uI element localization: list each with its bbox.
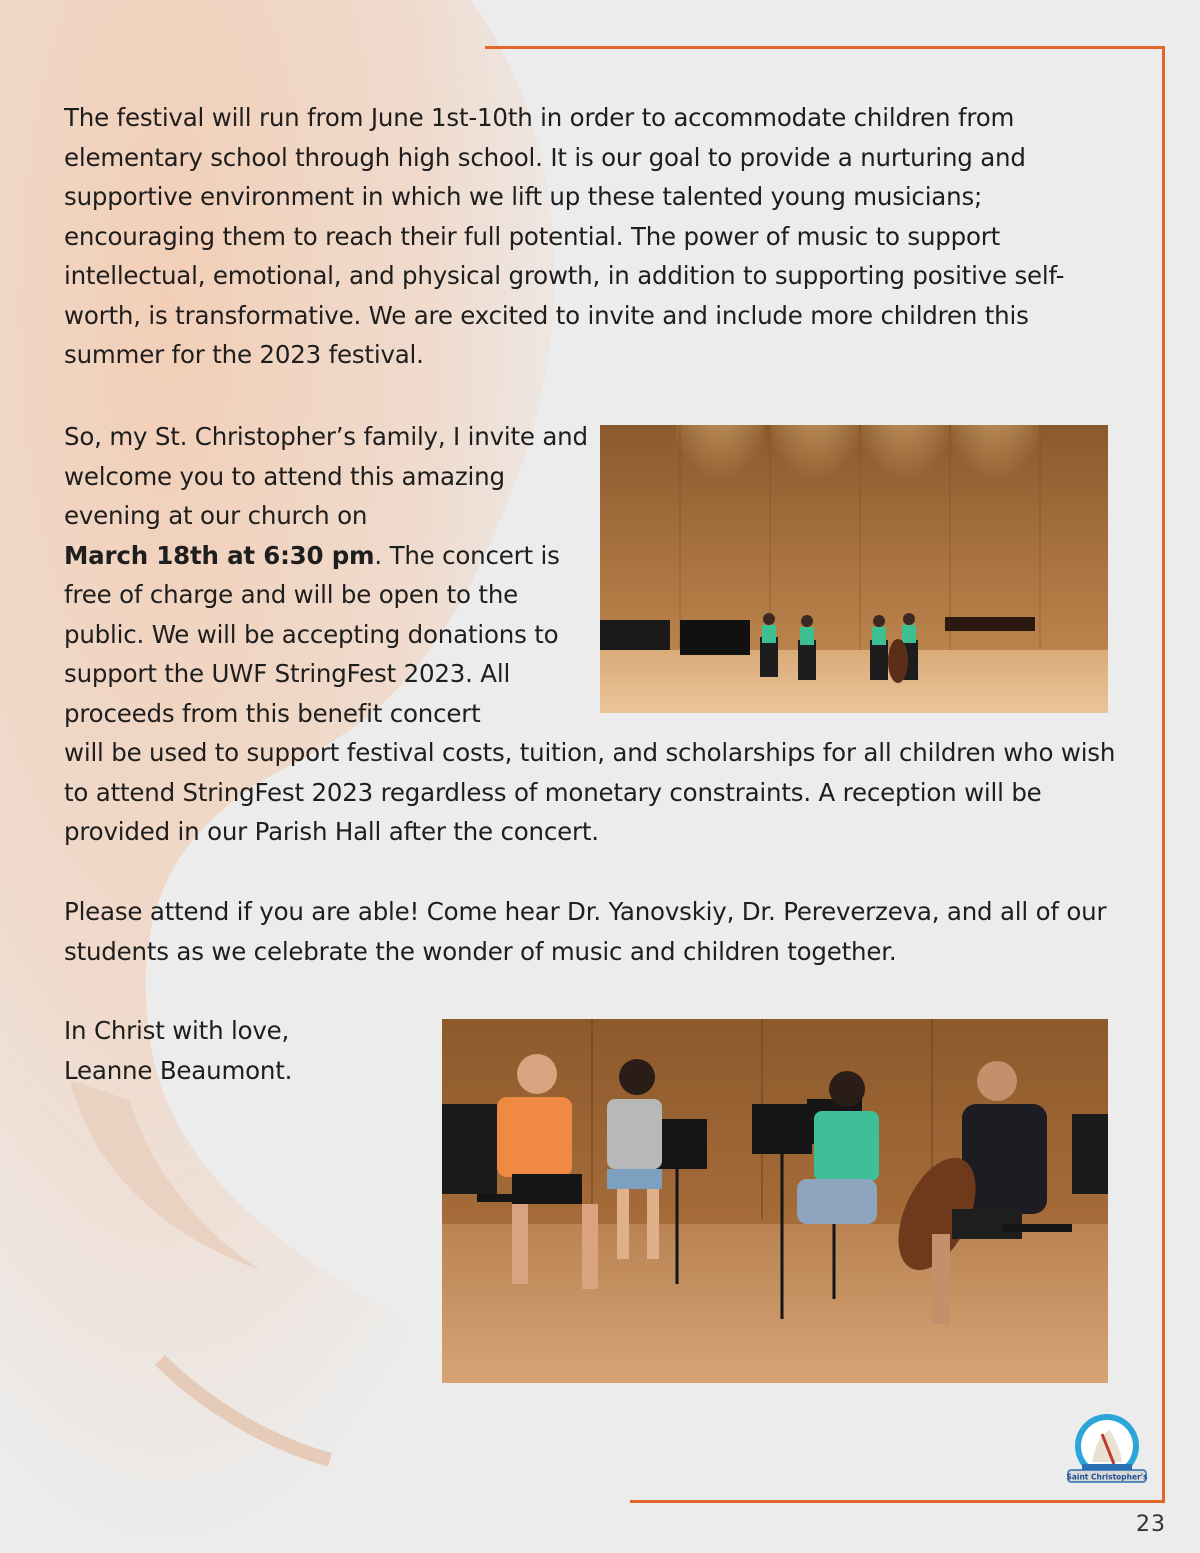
festival-paragraph: The festival will run from June 1st-10th in order to accommodate children from elementary school through high school. It is our goal to provide a nurturing and supportive environment in which we lift up these talented young musicians; encouraging them to reach their full potential. The power of music to support intellectual, emotional, and physical growth, in addition to supporting positive self-worth, is transformative. We are excited to invite and include more children this summer for the 2023 festival. bbox=[64, 103, 1065, 369]
invitation-paragraph bbox=[64, 417, 594, 733]
frame-bottom-border bbox=[630, 1500, 1165, 1503]
frame-top-border bbox=[485, 46, 1165, 49]
frame-right-border bbox=[1162, 46, 1165, 1502]
page-number: 23 bbox=[1136, 1512, 1166, 1537]
concert-hall-photo bbox=[600, 425, 1108, 713]
invitation-intro: So, my St. Christopher’s family, I invite and welcome you to attend this amazing evening at our church on bbox=[64, 422, 588, 530]
closing-signature bbox=[64, 1011, 424, 1090]
signature-name: Leanne Beaumont. bbox=[64, 1055, 293, 1085]
logo-text: Saint Christopher's bbox=[1066, 1472, 1148, 1482]
rehearsal-photo bbox=[442, 1019, 1108, 1383]
attend-paragraph: Please attend if you are able! Come hear Dr. Yanovskiy, Dr. Pereverzeva, and all of our students as we celebrate the wonder of music and children together. bbox=[64, 897, 1107, 966]
invitation-continuation: will be used to support festival costs, tuition, and scholarships for all children who wish to attend StringFest 2023 regardless of monetary constraints. A reception will be provided in our Parish Hall after the concert. bbox=[64, 738, 1116, 846]
parish-logo bbox=[1062, 1412, 1152, 1492]
invitation-rest: . The concert is free of charge and will be open to the public. We will be accepting donations to support the UWF StringFest 2023. All proceeds from this benefit concert bbox=[64, 540, 560, 728]
closing-line: In Christ with love, bbox=[64, 1016, 290, 1045]
concert-date-time: March 18th at 6:30 pm bbox=[64, 540, 375, 570]
